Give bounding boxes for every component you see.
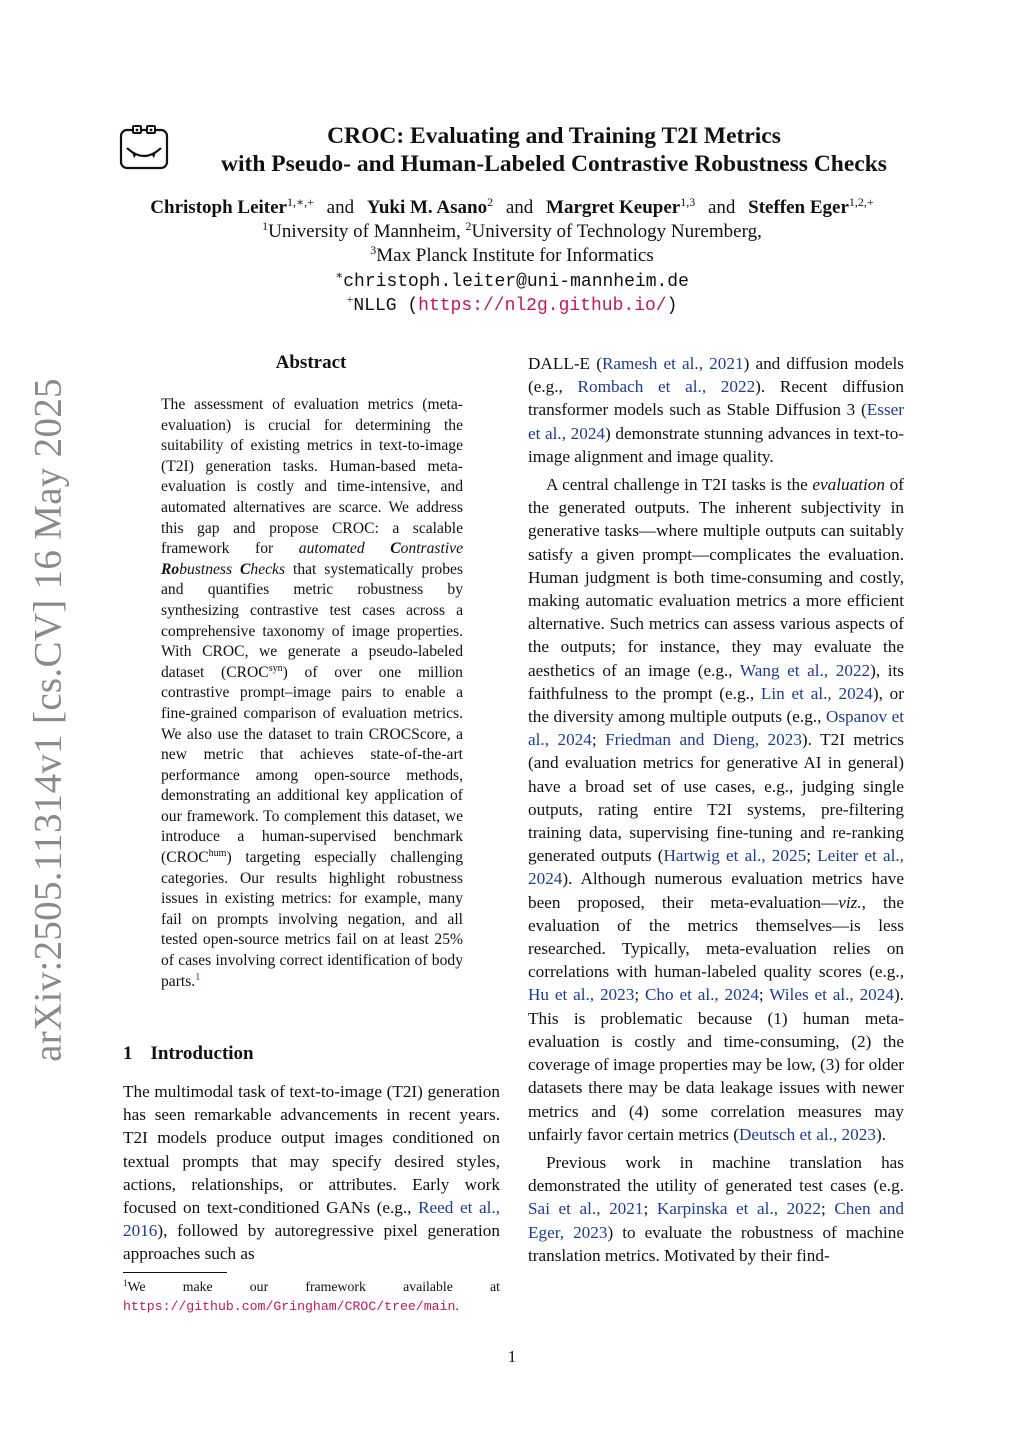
citation-link[interactable]: Chen and Eger, 2023 [528,1199,904,1242]
arxiv-stamp [8,378,88,1062]
title-line-1: CROC: Evaluating and Training T2I Metrics [327,123,781,149]
citation-link[interactable]: Deutsch et al., 2023 [738,1124,876,1144]
nllg-link[interactable]: https://nl2g.github.io/ [418,296,667,316]
aff-sup: ∗ [335,268,344,282]
citation-link[interactable]: Hartwig et al., 2025 [663,846,807,866]
citation-link[interactable]: Ospanov et al., 2024 [528,707,904,750]
citation-link[interactable]: Esser et al., 2024 [528,400,904,443]
affiliation-line-2 [100,244,924,268]
email-address[interactable]: christoph.leiter@uni-mannheim.de [343,272,689,292]
citation-link[interactable]: Leiter et al., 2024 [528,846,904,889]
right-column [528,352,904,1272]
author-name: Yuki M. Asano [366,197,488,218]
citation-link[interactable]: Hu et al., 2023 [528,985,635,1005]
footnote-ref[interactable]: 1 [195,971,201,983]
citation-link[interactable]: Sai et al., 2021 [528,1199,644,1219]
author-name: Steffen Eger [748,197,849,218]
author-sup: 1,2,+ [848,195,874,209]
citation-link[interactable]: Friedman and Dieng, 2023 [605,730,802,750]
citation-link[interactable]: Ramesh et al., 2021 [601,354,744,373]
section-title: Introduction [150,1043,254,1064]
paragraph: Previous work in machine translation has demonstrated the utility of generated test cases (e.g. Sai et al., 2021; Karpinska et al., 2022; Chen and Eger, 2023) to evaluate the robustness of machine translation metrics. Motivated by their find- [528,1152,904,1265]
title-line-2: with Pseudo- and Human-Labeled Contrastive Robustness Checks [221,151,887,177]
citation-link[interactable]: Wang et al., 2022 [739,660,871,680]
section-heading [123,1043,254,1065]
page-number: 1 [507,1347,517,1366]
aff-text: University of Technology Nuremberg, [471,221,762,242]
section-number: 1 [123,1043,133,1064]
citation-link[interactable]: Karpinska et al., 2022 [656,1199,821,1219]
footnote-number: 1 [123,1278,128,1288]
aff-text: University of Mannheim, [268,221,466,242]
author-name: Margret Keuper [546,197,681,218]
arxiv-id: arXiv:2505.11314v1 [cs.CV] 16 May 2025 [26,378,70,1062]
aff-sup: 1 [262,219,269,233]
email-line [100,269,924,294]
citation-link[interactable]: Cho et al., 2024 [644,985,759,1005]
author-name: Christoph Leiter [150,197,287,218]
author-list [100,196,924,220]
paper-title [180,122,928,178]
abstract-heading: Abstract [275,352,347,373]
nllg-suffix: ) [666,296,678,316]
intro-paragraph: The multimodal task of text-to-image (T2I) generation has seen remarkable advancements in recent years. T2I models produce output images conditioned on textual prompts that may specify desired styles, actions, relationships, or attributes. Early work focused on text-conditioned GANs (e.g., Reed et al., 2016), followed by autoregressive pixel generation approaches such as [123,1082,501,1264]
nllg-prefix: NLLG ( [353,296,419,316]
author-sup: 1,3 [680,195,696,209]
author-sup: 1,∗,+ [286,195,314,209]
croc-logo-icon [118,124,170,172]
author-and: and [326,197,355,218]
aff-text: Max Planck Institute for Informatics [376,245,654,266]
affiliation-line-1 [100,220,924,244]
citation-link[interactable]: Lin et al., 2024 [760,683,873,703]
aff-sup: 2 [465,219,472,233]
aff-sup: 3 [370,243,377,257]
footnote-divider [123,1272,227,1273]
author-sup: 2 [487,195,494,209]
aff-sup: + [346,292,354,306]
footnote-link[interactable]: https://github.com/Gringham/CROC/tree/main [123,1298,456,1314]
footnote: $^1$We make our framework available at https://github.com/Gringham/CROC/tree/main. [123,1278,500,1314]
paragraph: A central challenge in T2I tasks is the evaluation of the generated outputs. The inherent subjectivity in generative tasks—where multiple outputs can suitably satisfy a given prompt—complicates the evaluation. Human judgment is both time-consuming and costly, making automatic evaluation metrics a more efficient alternative. Such metrics can assess various aspects of the outputs; for instance, they may evaluate the aesthetics of an image (e.g., Wang et al., 2022), its faithfulness to the prompt (e.g., Lin et al., 2024), or the diversity among multiple outputs (e.g., Ospanov et al., 2024; Friedman and Dieng, 2023). T2I metrics (and evaluation metrics for generative AI in general) have a broad set of use cases, e.g., judging single outputs, rating entire T2I systems, pre-filtering training data, supervising fine-tuning and re-ranking generated outputs (Hartwig et al., 2025; Leiter et al., 2024). Although numerous evaluation metrics have been proposed, their meta-evaluation—viz., the evaluation of the metrics themselves—is less researched. Typically, meta-evaluation relies on correlations with human-labeled quality scores (e.g., Hu et al., 2023; Cho et al., 2024; Wiles et al., 2024). This is problematic because (1) human meta-evaluation is costly and time-consuming, (2) the coverage of image properties may be low, (3) for older datasets there may be data leakage issues with newer metrics and (4) some correlation measures may unfairly favor certain metrics (Deutsch et al., 2023). [528,475,905,1144]
author-and: and [707,197,736,218]
citation-link[interactable]: Wiles et al., 2024 [769,985,894,1005]
citation-link[interactable]: Reed et al., 2016 [123,1198,501,1241]
paragraph: DALL-E (Ramesh et al., 2021) and diffusion models (e.g., Rombach et al., 2022). Recent diffusion transformer models such as Stable Diffusion 3 (Esser et al., 2024) demonstrate stunning advances in text-to-image alignment and image quality. [528,354,905,466]
citation-link[interactable]: Rombach et al., 2022 [577,377,756,397]
author-and: and [505,197,534,218]
nllg-line [100,293,924,318]
abstract-body: The assessment of evaluation metrics (meta-evaluation) is crucial for determining the suitability of existing metrics in text-to-image (T2I) generation tasks. Human-based meta-evaluation is costly and time-intensive, and automated alternatives are scarce. We address this gap and propose CROC: a scalable framework for automated Contrastive Robustness Checks that systematically probes and quantifies metric robustness by synthesizing contrastive test cases across a comprehensive taxonomy of image properties. With CROC, we generate a pseudo-labeled dataset $(CROC^{syn})$ of over one million contrastive prompt–image pairs to enable a fine-grained comparison of evaluation metrics. We also use the dataset to train CROCScore, a new metric that achieves state-of-the-art performance among open-source methods, demonstrating an additional key application of our framework. To complement this dataset, we introduce a human-supervised benchmark $(CROC^{hum})$ targeting especially challenging categories. Our results highlight robustness issues in existing metrics: for example, many fail on prompts involving negation, and all tested open-source metrics fail on at least 25% of cases involving correct identification of body parts.$^1$ [161,396,464,990]
